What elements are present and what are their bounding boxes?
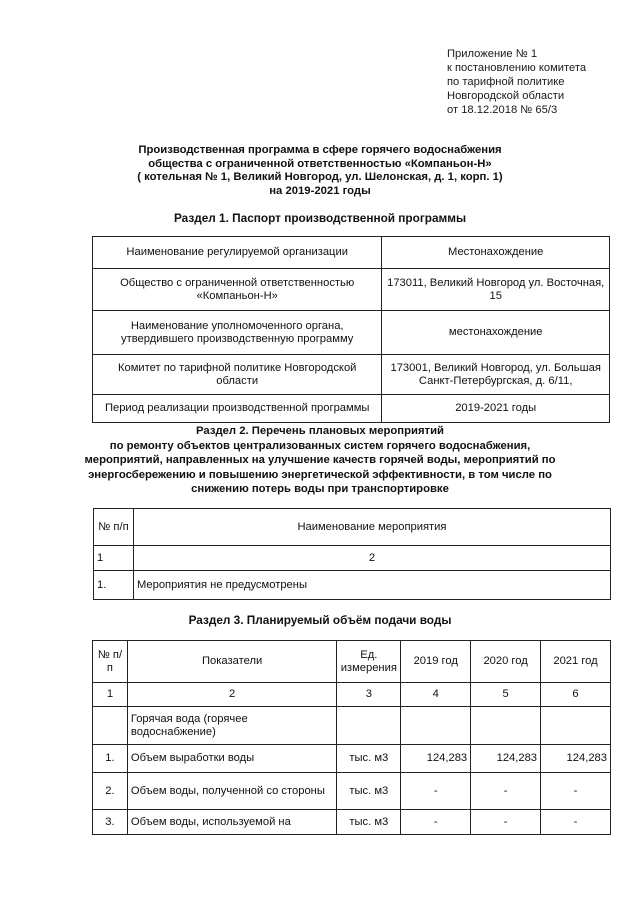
row-num-cell: 2. xyxy=(93,773,128,810)
index-cell: 1 xyxy=(94,546,134,571)
section2-heading-line: снижению потерь воды при транспортировке xyxy=(191,483,449,495)
table-row xyxy=(93,355,610,395)
table-header-row xyxy=(94,509,611,546)
passport-cell-left: Общество с ограниченной ответственностью «Компаньон-Н» xyxy=(93,269,382,311)
table-row xyxy=(93,395,610,423)
table-row xyxy=(93,745,611,773)
row-indicator-cell: Объем воды, полученной со стороны xyxy=(127,773,336,810)
col-unit-header: Ед. измерения xyxy=(337,641,401,683)
section3-heading: Раздел 3. Планируемый объём подачи воды xyxy=(188,613,452,627)
measures-table xyxy=(93,508,611,600)
passport-table xyxy=(92,236,610,423)
appendix-line: к постановлению комитета xyxy=(447,62,587,74)
table-row xyxy=(93,311,610,355)
index-cell: 5 xyxy=(471,683,541,707)
index-cell: 6 xyxy=(541,683,611,707)
index-cell: 2 xyxy=(133,546,610,571)
empty-cell xyxy=(93,707,128,745)
passport-cell-right: местонахождение xyxy=(382,311,610,355)
row-unit-cell: тыс. м3 xyxy=(337,773,401,810)
row-num-cell: 1. xyxy=(94,571,134,600)
volume-table xyxy=(92,640,611,835)
passport-cell-right: 173001, Великий Новгород, ул. Большая Санкт-Петербургская, д. 6/11, xyxy=(382,355,610,395)
row-unit-cell: тыс. м3 xyxy=(337,745,401,773)
row-2019-cell: 124,283 xyxy=(401,745,471,773)
section2-heading-line: Раздел 2. Перечень плановых мероприятий xyxy=(196,425,444,437)
document-title xyxy=(0,144,640,198)
passport-cell-left: Период реализации производственной программы xyxy=(93,395,382,423)
col-name-header: Наименование мероприятия xyxy=(133,509,610,546)
row-2021-cell: - xyxy=(541,773,611,810)
row-num-cell: 3. xyxy=(93,810,128,835)
col-2020-header: 2020 год xyxy=(471,641,541,683)
passport-cell-right: 2019-2021 годы xyxy=(382,395,610,423)
table-group-row xyxy=(93,707,611,745)
appendix-note xyxy=(447,47,586,117)
row-indicator-cell: Объем воды, используемой на xyxy=(127,810,336,835)
row-2020-cell: 124,283 xyxy=(471,745,541,773)
table-index-row xyxy=(93,683,611,707)
row-2021-cell: - xyxy=(541,810,611,835)
col-2019-header: 2019 год xyxy=(401,641,471,683)
appendix-line: Приложение № 1 xyxy=(447,48,538,60)
empty-cell xyxy=(401,707,471,745)
row-2019-cell: - xyxy=(401,810,471,835)
passport-cell-right: 173011, Великий Новгород ул. Восточная, 15 xyxy=(382,269,610,311)
group-label-cell: Горячая вода (горячее водоснабжение) xyxy=(127,707,336,745)
appendix-line: по тарифной политике xyxy=(447,76,565,88)
title-line: Производственная программа в сфере горячего водоснабжения xyxy=(138,144,502,156)
table-row xyxy=(94,571,611,600)
passport-cell-left: Комитет по тарифной политике Новгородской области xyxy=(93,355,382,395)
col-num-header: № п/п xyxy=(94,509,134,546)
row-unit-cell: тыс. м3 xyxy=(337,810,401,835)
table-index-row xyxy=(94,546,611,571)
table-row xyxy=(93,810,611,835)
title-line: общества с ограниченной ответственностью «Компаньон-Н» xyxy=(148,157,492,170)
section2-heading xyxy=(0,424,640,497)
table-row xyxy=(93,269,610,311)
passport-cell-left: Наименование регулируемой организации xyxy=(93,237,382,269)
col-indicator-header: Показатели xyxy=(127,641,336,683)
section1-heading: Раздел 1. Паспорт производственной программы xyxy=(173,211,467,225)
passport-cell-left: Наименование уполномоченного органа, утвердившего производственную программу xyxy=(93,311,382,355)
col-num-header: № п/п xyxy=(93,641,128,683)
row-2020-cell: - xyxy=(471,810,541,835)
index-cell: 3 xyxy=(337,683,401,707)
title-line: на 2019-2021 годы xyxy=(269,184,371,197)
table-header-row xyxy=(93,641,611,683)
table-row xyxy=(93,773,611,810)
appendix-line: Новгородской области xyxy=(447,90,565,102)
empty-cell xyxy=(541,707,611,745)
title-line: ( котельная № 1, Великий Новгород, ул. Шелонская, д. 1, корп. 1) xyxy=(137,171,503,183)
index-cell: 2 xyxy=(127,683,336,707)
row-name-cell: Мероприятия не предусмотрены xyxy=(133,571,610,600)
row-2019-cell: - xyxy=(401,773,471,810)
row-indicator-cell: Объем выработки воды xyxy=(127,745,336,773)
section2-heading-line: по ремонту объектов централизованных систем горячего водоснабжения, xyxy=(109,439,531,452)
appendix-line: от 18.12.2018 № 65/3 xyxy=(447,104,558,116)
empty-cell xyxy=(337,707,401,745)
col-2021-header: 2021 год xyxy=(541,641,611,683)
row-num-cell: 1. xyxy=(93,745,128,773)
row-2021-cell: 124,283 xyxy=(541,745,611,773)
passport-cell-right: Местонахождение xyxy=(382,237,610,269)
empty-cell xyxy=(471,707,541,745)
section2-heading-line: энергосбережению и повышению энергетической эффективности, в том числе по xyxy=(88,468,552,481)
table-row xyxy=(93,237,610,269)
section2-heading-line: мероприятий, направленных на улучшение качеств горячей воды, мероприятий по xyxy=(84,454,556,466)
index-cell: 1 xyxy=(93,683,128,707)
row-2020-cell: - xyxy=(471,773,541,810)
index-cell: 4 xyxy=(401,683,471,707)
